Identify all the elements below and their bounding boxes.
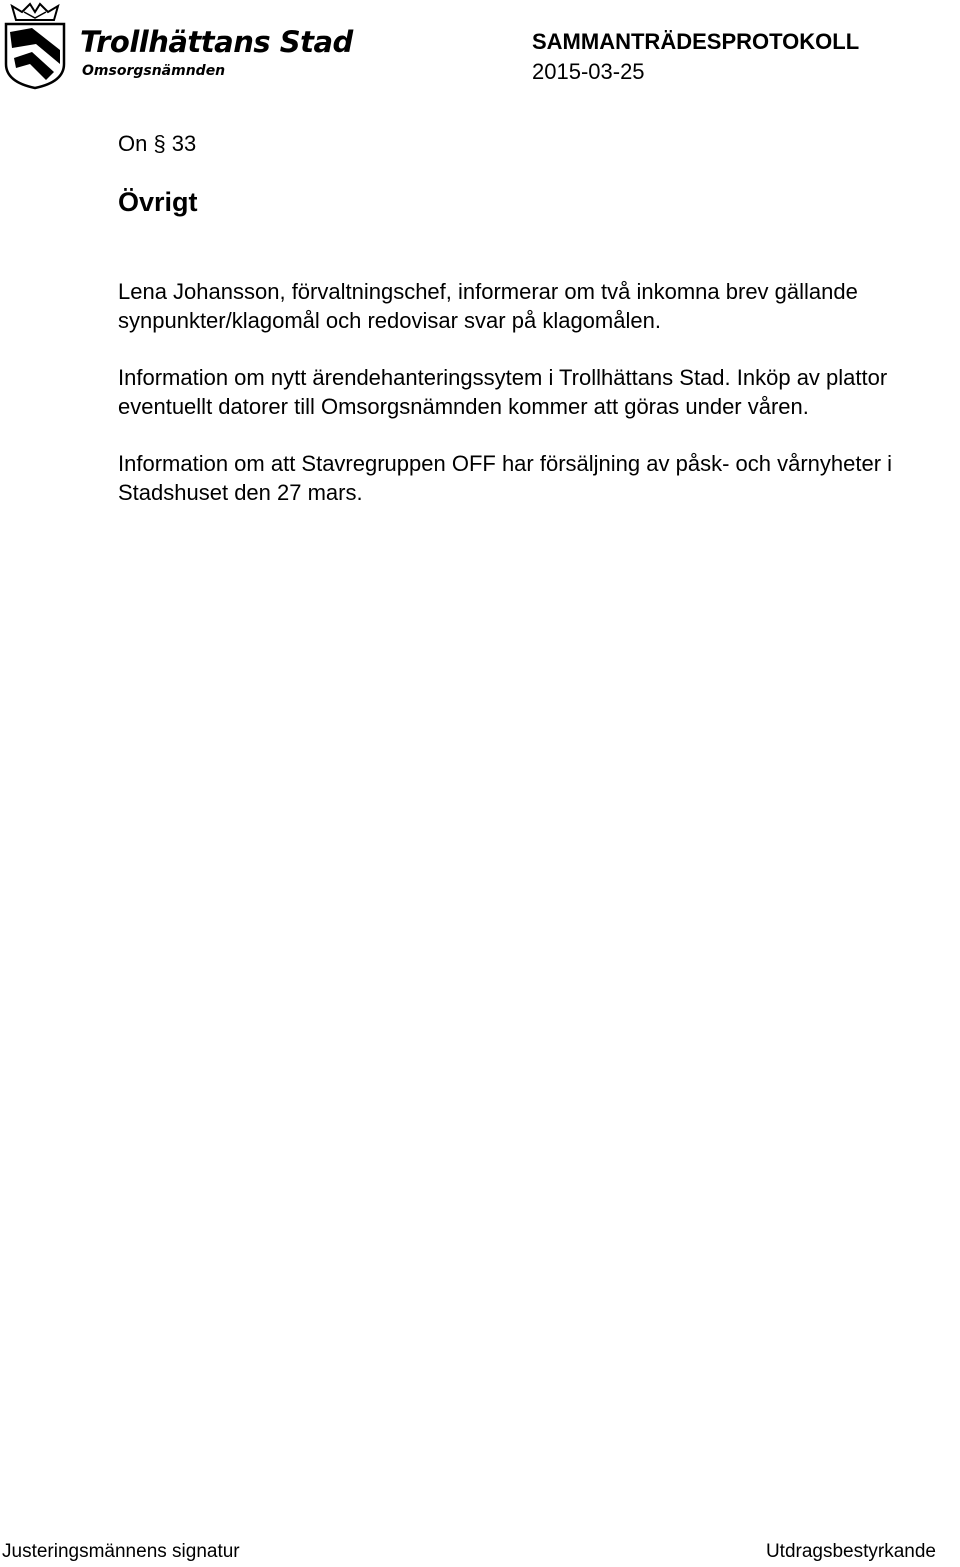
paragraph: Lena Johansson, förvaltningschef, informerar om två inkomna brev gällande synpunkter/klagomål och redovisar svar på klagomålen. — [118, 279, 858, 333]
section-title: Övrigt — [118, 187, 198, 217]
paragraph: Information om att Stavregruppen OFF har försäljning av påsk- och vårnyheter i Stadshuset den 27 mars. — [118, 451, 893, 505]
organization-name: Trollhättans Stad — [80, 25, 353, 59]
paragraph: Information om nytt ärendehanteringssytem i Trollhättans Stad. Inköp av plattor eventuellt datorer till Omsorgsnämnden kommer att göras under våren. — [118, 365, 888, 419]
document-type: SAMMANTRÄDESPROTOKOLL — [532, 29, 860, 54]
footer-signature-label: Justeringsmännens signatur — [2, 1541, 240, 1562]
footer-certification-label: Utdragsbestyrkande — [765, 1541, 936, 1562]
body-text — [118, 278, 958, 536]
document-date: 2015-03-25 — [532, 59, 645, 84]
section-number: On § 33 — [118, 131, 197, 156]
coat-of-arms-logo — [2, 2, 68, 90]
department-name: Omsorgsnämnden — [82, 63, 226, 79]
